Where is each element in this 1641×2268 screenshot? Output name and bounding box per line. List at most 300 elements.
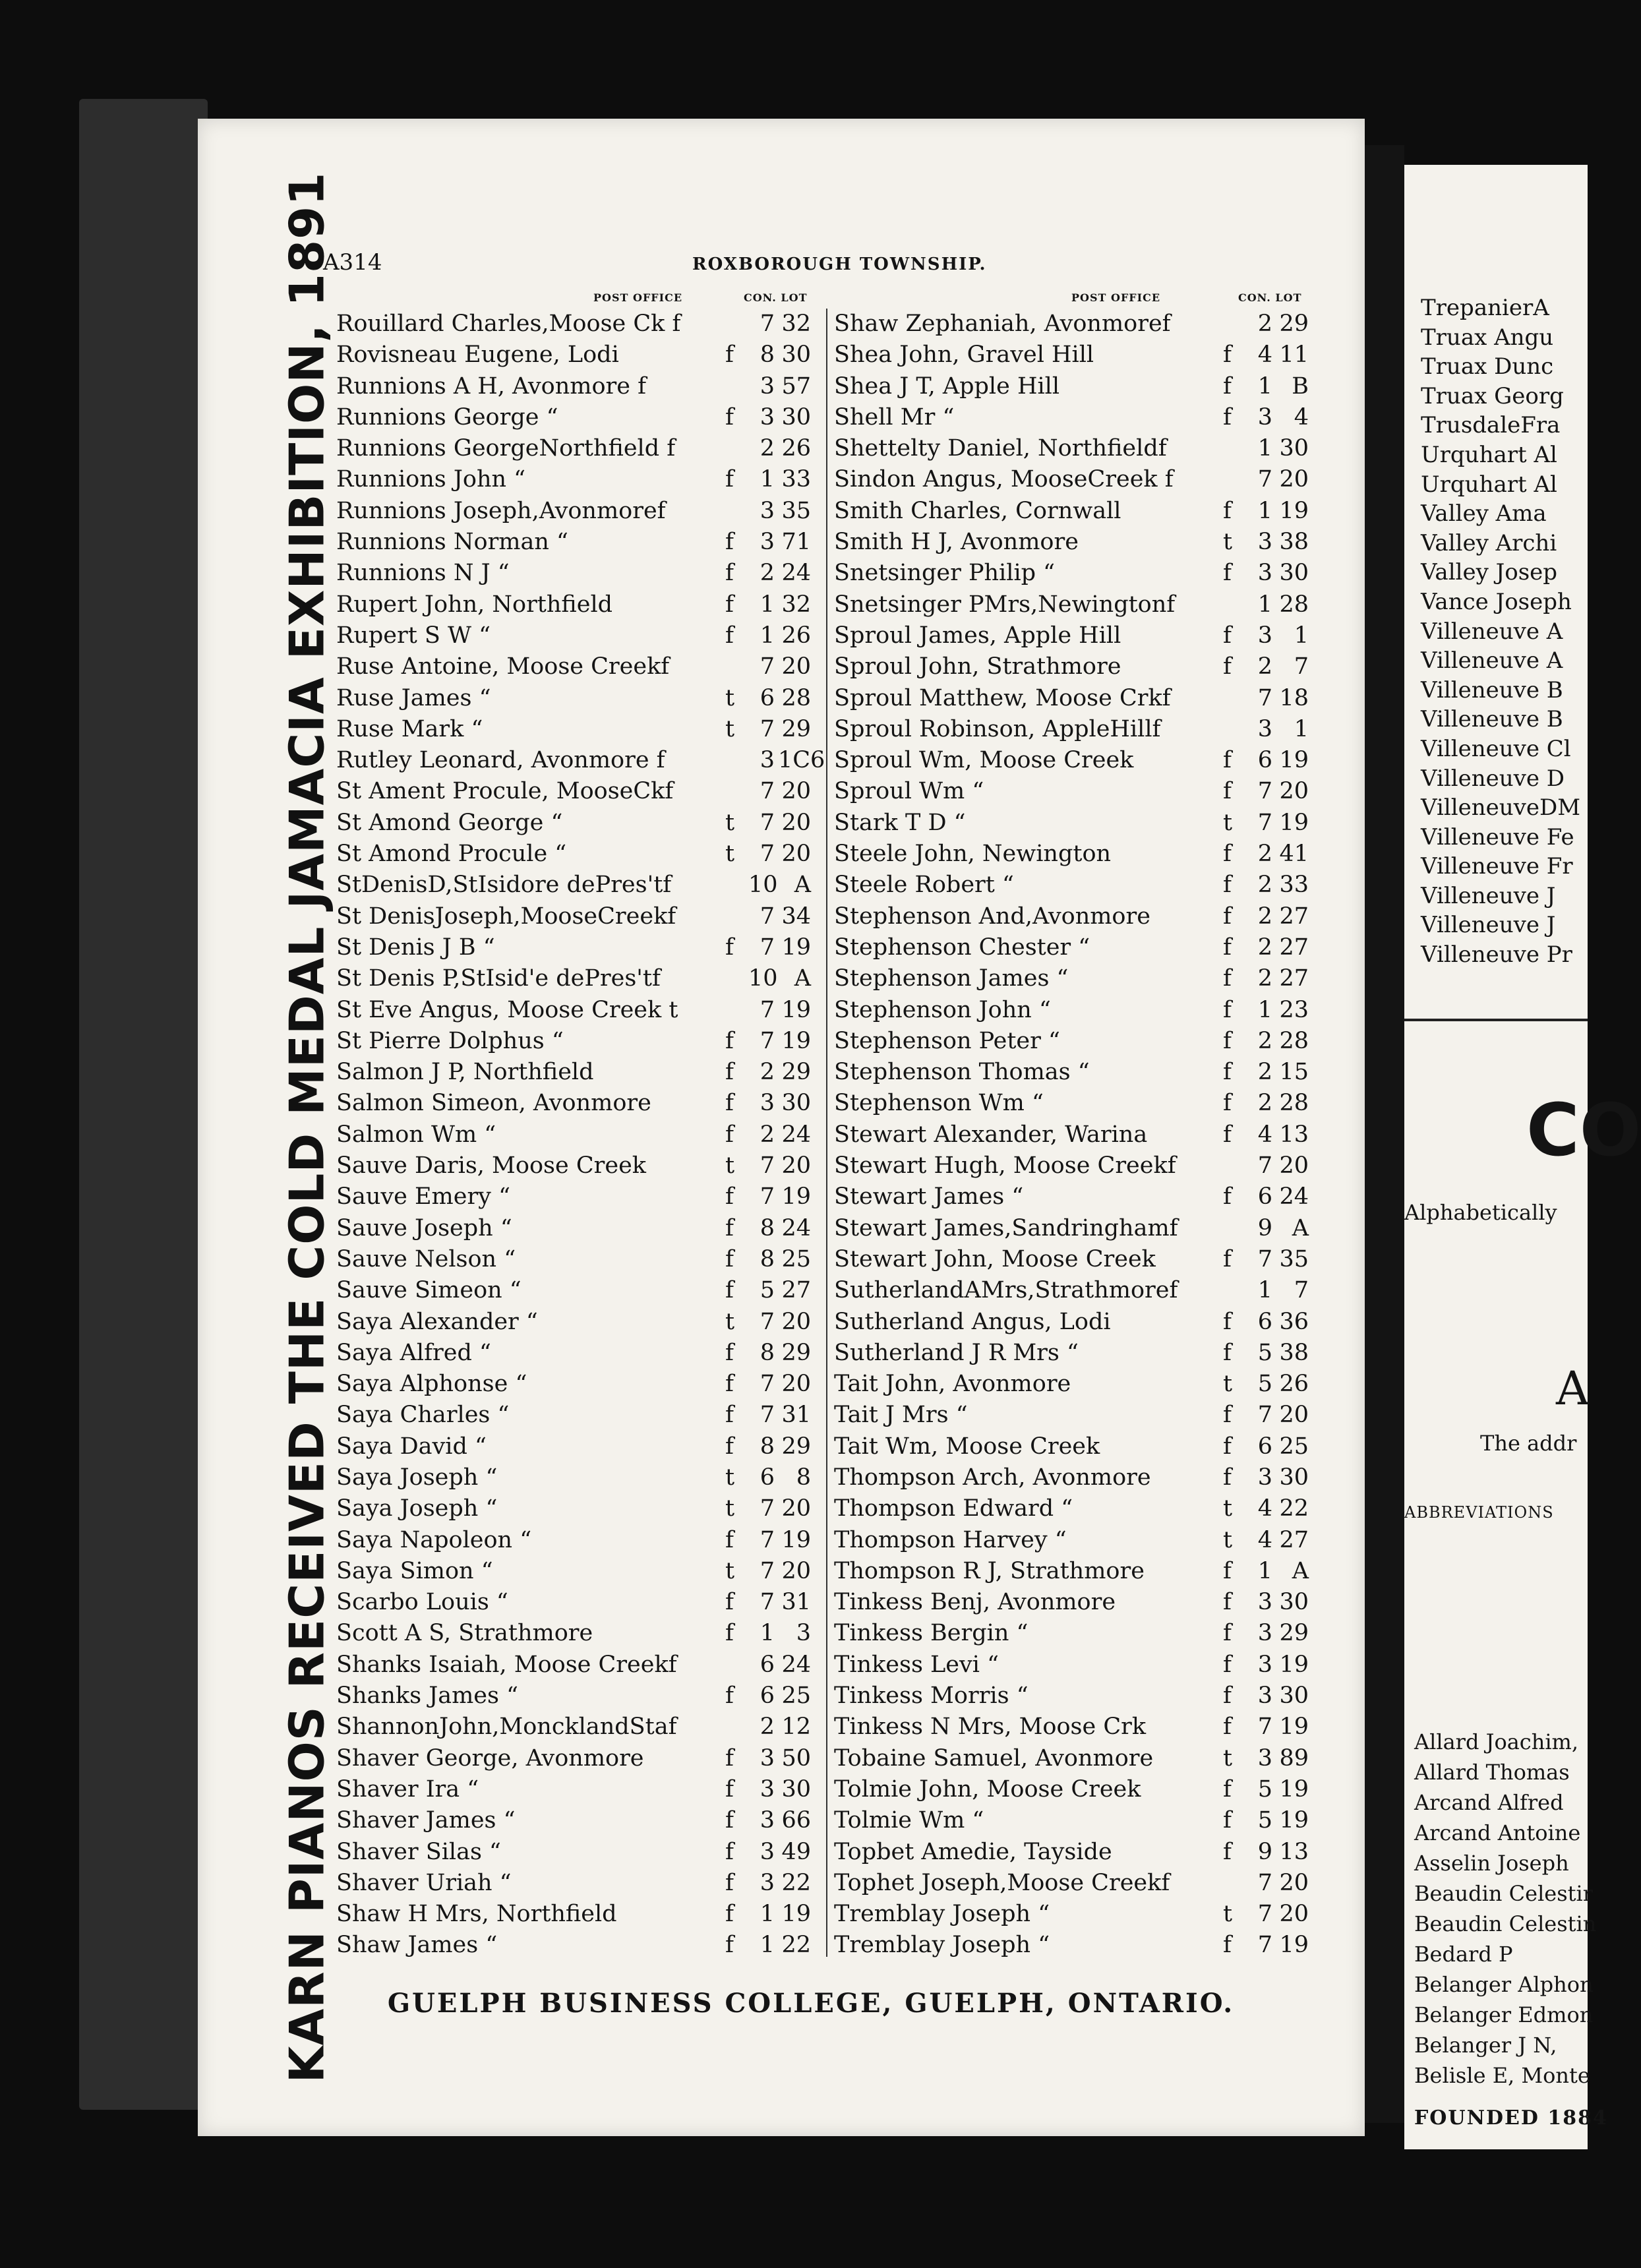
entry-lot: 20 — [1279, 1869, 1309, 1896]
right-column-entry — [834, 870, 1309, 901]
right-column-entry — [834, 1462, 1309, 1493]
entry-lot: 20 — [781, 809, 811, 836]
entry-concession: 2 — [760, 560, 775, 587]
entry-name: Stephenson John “ — [834, 996, 1051, 1023]
entry-lot: 41 — [1279, 841, 1309, 868]
entry-name: Thompson R J, Strathmore — [834, 1557, 1145, 1584]
entry-lot: 19 — [1279, 747, 1309, 774]
entry-tenure: t — [725, 841, 735, 868]
entry-lot: 11 — [1279, 342, 1309, 369]
left-column-entry — [336, 1400, 811, 1431]
entry-tenure: f — [1223, 1183, 1232, 1210]
entry-concession: 1 — [760, 591, 775, 618]
entry-concession: 1 — [1257, 996, 1272, 1023]
entry-tenure: f — [725, 1059, 734, 1086]
right-page-sub-entry: Allard Joachim, — [1414, 1729, 1579, 1754]
entry-lot: 27 — [1279, 1526, 1309, 1553]
entry-name: Tinkess Benj, Avonmore — [834, 1589, 1116, 1616]
entry-lot: 1 — [1294, 622, 1309, 649]
entry-name: Stewart Hugh, Moose Creekf — [834, 1152, 1176, 1179]
entry-concession: 7 — [760, 1402, 775, 1429]
entry-name: Saya Alexander “ — [336, 1308, 538, 1335]
left-column-entry — [336, 1837, 811, 1868]
left-column-entry — [336, 745, 825, 776]
entry-concession: 1 — [760, 466, 775, 493]
entry-tenure: f — [725, 1433, 734, 1460]
left-column-entry — [336, 371, 811, 402]
entry-concession: 7 — [760, 1589, 775, 1616]
entry-tenure: t — [1223, 1745, 1233, 1772]
entry-tenure: f — [1223, 1620, 1232, 1647]
entry-concession: 3 — [760, 1869, 775, 1896]
entry-name: Stewart James,Sandringhamf — [834, 1214, 1178, 1241]
entry-lot: 29 — [781, 1433, 811, 1460]
entry-name: Shanks Isaiah, Moose Creekf — [336, 1651, 677, 1678]
entry-lot: 28 — [1279, 591, 1309, 618]
entry-tenure: f — [725, 1620, 734, 1647]
entry-lot: 28 — [1279, 1027, 1309, 1054]
entry-lot: 30 — [1279, 435, 1309, 462]
right-column-entry — [834, 1837, 1309, 1868]
entry-name: St Pierre Dolphus “ — [336, 1027, 564, 1054]
left-column-entry — [336, 1868, 811, 1899]
entry-lot: 27 — [1279, 965, 1309, 992]
right-page-entry: Villeneuve J — [1421, 912, 1556, 939]
right-column-entry — [834, 1525, 1309, 1556]
entry-concession: 3 — [1257, 622, 1272, 649]
left-column-entry — [336, 1431, 811, 1462]
entry-tenure: t — [725, 1557, 735, 1584]
entry-concession: 1 — [760, 1620, 775, 1647]
entry-name: Stephenson James “ — [834, 965, 1069, 992]
entry-name: Runnions George “ — [336, 403, 558, 431]
entry-concession: 3 — [760, 1807, 775, 1834]
left-column-entry — [336, 1275, 811, 1306]
right-page-subtitle: Alphabetically — [1404, 1200, 1557, 1225]
right-page-entry: Vance Joseph — [1421, 588, 1572, 615]
entry-name: Topbet Amedie, Tayside — [834, 1838, 1112, 1865]
entry-lot: 25 — [781, 1245, 811, 1272]
right-page-sub-entry: Beaudin Celestir — [1414, 1881, 1594, 1906]
entry-name: Stewart James “ — [834, 1183, 1024, 1210]
right-page-sub-entry: Belanger Alphon — [1414, 1972, 1594, 1997]
entry-name: Tremblay Joseph “ — [834, 1901, 1050, 1928]
entry-lot: A — [794, 965, 811, 992]
entry-name: Runnions A H, Avonmore f — [336, 373, 647, 400]
entry-lot: 20 — [781, 841, 811, 868]
right-page-entry: Villeneuve A — [1421, 618, 1563, 645]
entry-name: Steele Robert “ — [834, 872, 1014, 899]
right-page-entry: Villeneuve B — [1421, 676, 1563, 703]
entry-tenure: f — [725, 466, 734, 493]
left-column-entry — [336, 776, 811, 807]
entry-tenure: t — [725, 684, 735, 711]
entry-name: Sproul James, Apple Hill — [834, 622, 1121, 649]
left-column-entry — [336, 1057, 811, 1088]
entry-name: Saya David “ — [336, 1433, 487, 1460]
entry-concession: 2 — [1257, 841, 1272, 868]
entry-lot: 30 — [1279, 1464, 1309, 1491]
entry-concession: 4 — [1257, 1526, 1272, 1553]
right-column-entry — [834, 402, 1309, 433]
entry-name: Runnions John “ — [336, 466, 526, 493]
entry-lot: 19 — [781, 996, 811, 1023]
entry-name: SutherlandAMrs,Strathmoref — [834, 1277, 1178, 1304]
entry-name: St Ament Procule, MooseCkf — [336, 778, 674, 805]
page-number: A314 — [323, 249, 382, 276]
entry-name: Sproul Matthew, Moose Crkf — [834, 684, 1171, 711]
entry-lot: 20 — [781, 778, 811, 805]
entry-tenure: f — [1223, 1714, 1232, 1741]
entry-lot: A — [1292, 1214, 1309, 1241]
entry-lot: B — [1292, 373, 1309, 400]
entry-concession: 3 — [760, 1745, 775, 1772]
entry-lot: 22 — [1279, 1495, 1309, 1522]
entry-concession: 7 — [1257, 1869, 1272, 1896]
entry-concession: 2 — [760, 1714, 775, 1741]
right-column-entry — [834, 309, 1309, 340]
entry-lot: 20 — [781, 1495, 811, 1522]
entry-tenure: f — [1223, 1838, 1232, 1865]
entry-lot: 1C6 — [778, 747, 825, 774]
entry-name: Scarbo Louis “ — [336, 1589, 508, 1616]
entry-name: Scott A S, Strathmore — [336, 1620, 593, 1647]
entry-concession: 1 — [760, 1901, 775, 1928]
right-page-sub-entry: Belisle E, Monte — [1414, 2063, 1590, 2088]
entry-tenure: f — [1223, 1589, 1232, 1616]
entry-name: Sproul Wm, Moose Creek — [834, 747, 1134, 774]
entry-tenure: f — [1223, 934, 1232, 961]
entry-name: Sindon Angus, MooseCreek f — [834, 466, 1174, 493]
right-column-entry — [834, 1307, 1309, 1338]
right-column-entry — [834, 651, 1309, 682]
entry-concession: 5 — [1257, 1339, 1272, 1366]
entry-tenure: f — [1223, 965, 1232, 992]
right-column-entry — [834, 496, 1309, 527]
entry-name: Snetsinger PMrs,Newingtonf — [834, 591, 1176, 618]
entry-lot: 30 — [1279, 1683, 1309, 1710]
con-lot-header-left: CON. LOT — [744, 291, 808, 304]
entry-concession: 3 — [760, 1838, 775, 1865]
entry-lot: 19 — [1279, 1776, 1309, 1803]
entry-concession: 7 — [1257, 1152, 1272, 1179]
left-column-entry — [336, 1899, 811, 1930]
entry-concession: 2 — [760, 1121, 775, 1148]
banner-text: KARN PIANOS RECEIVED THE COLD MEDAL JAMACIA EXHIBITION, 1891 — [279, 171, 334, 2083]
entry-lot: 50 — [781, 1745, 811, 1772]
entry-name: Stephenson Thomas “ — [834, 1059, 1090, 1086]
entry-name: Shanks James “ — [336, 1683, 519, 1710]
entry-lot: 8 — [796, 1464, 811, 1491]
entry-name: Sutherland Angus, Lodi — [834, 1308, 1111, 1335]
entry-concession: 9 — [1257, 1838, 1272, 1865]
entry-name: Tolmie John, Moose Creek — [834, 1776, 1141, 1803]
entry-tenure: f — [1223, 1683, 1232, 1710]
entry-name: ShannonJohn,MoncklandStaf — [336, 1714, 677, 1741]
entry-lot: 31 — [781, 1402, 811, 1429]
entry-tenure: f — [1223, 1308, 1232, 1335]
right-column-entry — [834, 1805, 1309, 1836]
right-page-entry: Urquhart Al — [1421, 471, 1557, 498]
entry-concession: 10 — [748, 872, 778, 899]
left-column-entry — [336, 309, 811, 340]
entry-tenure: f — [1223, 1651, 1232, 1678]
entry-lot: 36 — [1279, 1308, 1309, 1335]
entry-lot: 30 — [781, 342, 811, 369]
entry-concession: 7 — [760, 1152, 775, 1179]
entry-name: Sauve Emery “ — [336, 1183, 510, 1210]
entry-lot: 29 — [781, 1059, 811, 1086]
left-column-entry — [336, 1338, 811, 1369]
right-column-entry — [834, 901, 1309, 932]
entry-lot: 29 — [1279, 1620, 1309, 1647]
entry-name: Shaver James “ — [336, 1807, 516, 1834]
entry-concession: 3 — [1257, 560, 1272, 587]
entry-name: Sproul Robinson, AppleHillf — [834, 715, 1161, 742]
entry-concession: 2 — [1257, 1059, 1272, 1086]
entry-tenure: t — [1223, 1495, 1233, 1522]
left-column-entry — [336, 1307, 811, 1338]
entry-lot: 15 — [1279, 1059, 1309, 1086]
right-column-entry — [834, 683, 1309, 714]
entry-name: Shea John, Gravel Hill — [834, 342, 1094, 369]
entry-concession: 2 — [1257, 872, 1272, 899]
entry-concession: 7 — [1257, 1245, 1272, 1272]
left-column-entry — [336, 1712, 811, 1743]
entry-tenure: f — [725, 1214, 734, 1241]
entry-concession: 7 — [1257, 684, 1272, 711]
entry-concession: 7 — [760, 934, 775, 961]
entry-name: St Amond Procule “ — [336, 841, 567, 868]
left-column-entry — [336, 620, 811, 651]
entry-name: Rouillard Charles,Moose Ck f — [336, 311, 681, 337]
entry-lot: 20 — [1279, 1152, 1309, 1179]
entry-concession: 8 — [760, 1214, 775, 1241]
entry-concession: 7 — [1257, 809, 1272, 836]
entry-concession: 5 — [1257, 1371, 1272, 1398]
entry-name: Shettelty Daniel, Northfieldf — [834, 435, 1167, 462]
entry-tenure: f — [1223, 1121, 1232, 1148]
entry-concession: 7 — [760, 903, 775, 930]
entry-concession: 9 — [1257, 1214, 1272, 1241]
entry-tenure: f — [725, 1901, 734, 1928]
entry-lot: 12 — [781, 1714, 811, 1741]
entry-name: Shaver George, Avonmore — [336, 1745, 644, 1772]
left-column-entry — [336, 1525, 811, 1556]
entry-name: Saya Napoleon “ — [336, 1526, 532, 1553]
entry-name: Steele John, Newington — [834, 841, 1112, 868]
left-column-entry — [336, 1462, 811, 1493]
entry-concession: 3 — [1257, 1745, 1272, 1772]
right-page-heading: CO — [1526, 1088, 1641, 1172]
entry-concession: 1 — [1257, 1277, 1272, 1304]
right-column-entry — [834, 1556, 1309, 1587]
entry-concession: 3 — [1257, 529, 1272, 556]
entry-lot: 20 — [781, 1308, 811, 1335]
entry-name: Runnions Norman “ — [336, 529, 568, 556]
entry-concession: 3 — [1257, 403, 1272, 431]
entry-concession: 7 — [760, 1495, 775, 1522]
left-column-entry — [336, 808, 811, 839]
entry-name: St DenisJoseph,MooseCreekf — [336, 903, 676, 930]
entry-tenure: f — [725, 1526, 734, 1553]
right-column-entry — [834, 745, 1309, 776]
left-directory-column — [336, 309, 825, 1961]
left-column-entry — [336, 1650, 811, 1681]
entry-name: Stephenson Wm “ — [834, 1090, 1044, 1117]
entry-concession: 7 — [1257, 1932, 1272, 1959]
entry-name: Smith H J, Avonmore — [834, 529, 1079, 556]
right-column-entry — [834, 1026, 1309, 1057]
right-page-entry: Villeneuve J — [1421, 882, 1556, 909]
entry-name: Smith Charles, Cornwall — [834, 497, 1121, 524]
left-column-entry — [336, 683, 811, 714]
entry-concession: 6 — [1257, 747, 1272, 774]
entry-concession: 3 — [1257, 1620, 1272, 1647]
left-column-entry — [336, 1244, 811, 1275]
entry-concession: 2 — [1257, 903, 1272, 930]
entry-concession: 3 — [760, 1776, 775, 1803]
entry-name: Saya Alphonse “ — [336, 1371, 527, 1398]
right-page-entry: Truax Dunc — [1421, 353, 1554, 380]
entry-lot: 28 — [781, 684, 811, 711]
entry-lot: 35 — [781, 497, 811, 524]
entry-concession: 5 — [1257, 1776, 1272, 1803]
entry-concession: 3 — [760, 529, 775, 556]
entry-name: Saya Alfred “ — [336, 1339, 491, 1366]
right-page-founded: FOUNDED 1884 — [1414, 2106, 1608, 2130]
entry-name: Tait Wm, Moose Creek — [834, 1433, 1100, 1460]
entry-lot: 38 — [1279, 1339, 1309, 1366]
entry-tenure: f — [1223, 872, 1232, 899]
entry-tenure: f — [1223, 1027, 1232, 1054]
entry-lot: 30 — [1279, 560, 1309, 587]
entry-lot: A — [794, 872, 811, 899]
left-column-entry — [336, 1587, 811, 1618]
entry-concession: 5 — [760, 1277, 775, 1304]
right-column-entry — [834, 1681, 1309, 1712]
entry-concession: 7 — [760, 996, 775, 1023]
right-column-entry — [834, 1244, 1309, 1275]
entry-concession: 8 — [760, 1433, 775, 1460]
entry-name: Runnions GeorgeNorthfield f — [336, 435, 676, 462]
entry-lot: 30 — [1279, 1589, 1309, 1616]
right-column-entry — [834, 1650, 1309, 1681]
right-column-entry — [834, 1774, 1309, 1805]
entry-tenure: f — [725, 591, 734, 618]
right-page — [1404, 165, 1641, 2149]
right-column-entry — [834, 932, 1309, 963]
entry-lot: 29 — [1279, 311, 1309, 337]
right-column-entry — [834, 1369, 1309, 1400]
entry-lot: 32 — [781, 591, 811, 618]
entry-name: Runnions Joseph,Avonmoref — [336, 497, 666, 524]
entry-tenure: f — [725, 1776, 734, 1803]
left-column-entry — [336, 1930, 811, 1961]
entry-concession: 7 — [1257, 1714, 1272, 1741]
entry-concession: 3 — [760, 403, 775, 431]
left-column-entry — [336, 651, 811, 682]
entry-tenure: f — [1223, 497, 1232, 524]
entry-name: Ruse James “ — [336, 684, 491, 711]
entry-name: Thompson Edward “ — [834, 1495, 1073, 1522]
entry-lot: 66 — [781, 1807, 811, 1834]
entry-tenure: t — [1223, 1526, 1233, 1553]
left-column-entry — [336, 433, 811, 464]
right-page-entry: Valley Ama — [1421, 500, 1547, 527]
right-column-entry — [834, 808, 1309, 839]
right-column-entry — [834, 433, 1309, 464]
entry-lot: 32 — [781, 311, 811, 337]
entry-lot: 19 — [1279, 1651, 1309, 1678]
entry-lot: 7 — [1294, 653, 1309, 680]
entry-tenure: f — [725, 934, 734, 961]
entry-concession: 7 — [760, 841, 775, 868]
entry-lot: 30 — [781, 403, 811, 431]
entry-tenure: t — [725, 715, 735, 742]
entry-name: Saya Joseph “ — [336, 1464, 498, 1491]
entry-name: Tinkess Bergin “ — [834, 1620, 1029, 1647]
right-column-entry — [834, 839, 1309, 870]
right-page-entry: Urquhart Al — [1421, 441, 1557, 468]
entry-lot: 28 — [1279, 1090, 1309, 1117]
entry-concession: 2 — [1257, 1027, 1272, 1054]
entry-lot: 31 — [781, 1589, 811, 1616]
entry-concession: 1 — [1257, 373, 1272, 400]
entry-tenure: f — [1223, 1807, 1232, 1834]
right-column-entry — [834, 1057, 1309, 1088]
left-column-entry — [336, 464, 811, 495]
page-footer-advert: GUELPH BUSINESS COLLEGE, GUELPH, ONTARIO. — [387, 1988, 1235, 2019]
left-column-entry — [336, 1681, 811, 1712]
entry-lot: 27 — [1279, 903, 1309, 930]
right-page-entry: Villeneuve D — [1421, 765, 1565, 792]
entry-concession: 7 — [1257, 778, 1272, 805]
entry-concession: 2 — [1257, 1090, 1272, 1117]
right-column-entry — [834, 714, 1309, 745]
entry-name: Ruse Mark “ — [336, 715, 483, 742]
entry-tenure: t — [725, 1464, 735, 1491]
entry-lot: 27 — [781, 1277, 811, 1304]
entry-concession: 1 — [1257, 591, 1272, 618]
entry-lot: 38 — [1279, 529, 1309, 556]
entry-concession: 3 — [760, 747, 775, 774]
entry-tenure: t — [1223, 809, 1233, 836]
entry-name: St Eve Angus, Moose Creek t — [336, 996, 678, 1023]
entry-lot: 20 — [781, 653, 811, 680]
entry-name: St Denis J B “ — [336, 934, 495, 961]
entry-concession: 7 — [760, 778, 775, 805]
entry-tenure: f — [725, 1683, 734, 1710]
entry-tenure: f — [1223, 1059, 1232, 1086]
entry-concession: 7 — [760, 653, 775, 680]
entry-tenure: t — [725, 809, 735, 836]
entry-concession: 3 — [760, 497, 775, 524]
right-column-entry — [834, 1400, 1309, 1431]
entry-lot: 26 — [1279, 1371, 1309, 1398]
entry-tenure: f — [1223, 1557, 1232, 1584]
right-page-entry: Villeneuve Cl — [1421, 735, 1571, 762]
right-column-entry — [834, 558, 1309, 589]
entry-tenure: t — [1223, 1371, 1233, 1398]
entry-lot: 20 — [781, 1371, 811, 1398]
left-column-entry — [336, 1119, 811, 1150]
entry-tenure: t — [725, 1152, 735, 1179]
left-column-entry — [336, 995, 811, 1026]
entry-name: Stephenson Peter “ — [834, 1027, 1060, 1054]
entry-concession: 2 — [1257, 311, 1272, 337]
entry-name: Tinkess Levi “ — [834, 1651, 999, 1678]
